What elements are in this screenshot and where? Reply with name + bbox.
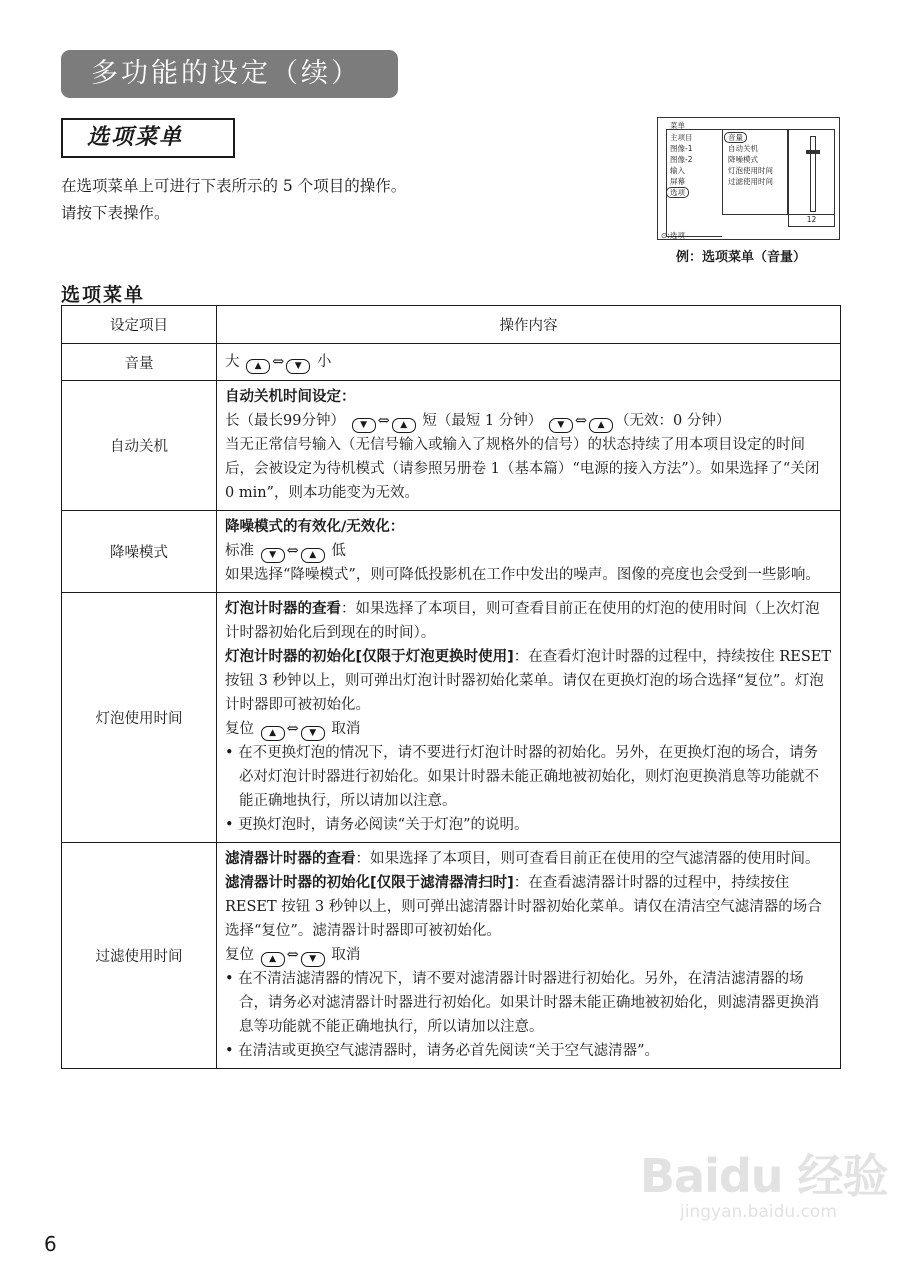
down-key-icon: ▼ — [286, 359, 310, 374]
watermark-url: jingyan.baidu.com — [680, 1202, 837, 1222]
up-key-icon: ▲ — [246, 359, 270, 374]
down-key-icon: ▼ — [549, 418, 573, 433]
menu-left-item: 输入 — [670, 166, 685, 175]
row-content: 自动关机时间设定： 长（最长99分钟） ▼ ⇔ ▲ 短（最短 1 分钟） ▼ ⇔ ▲ （无效：0 分钟） 当无正常信号输入（无信号输入或输入了规格外的信号）的状态持续了用本项目设定的时间后，会被设定为待机模式（请参照另册卷 1（基本篇）“电源的接入方法”）。如果选择了“关闭 0 min”，则本功能变为无效。 — [217, 381, 841, 511]
swap-icon: ⇔ — [272, 353, 285, 370]
table-row-autooff — [62, 381, 841, 511]
intro-line-2: 请按下表操作。 — [61, 204, 170, 222]
down-key-icon: ▼ — [261, 548, 285, 563]
table-row-noise — [62, 511, 841, 593]
bullet-item: • 在不更换灯泡的情况下，请不要进行灯泡计时器的初始化。另外，在更换灯泡的场合，请务必对灯泡计时器进行初始化。如果计时器未能正确地被初始化，则灯泡更换消息等功能就不能正确地执行，所以请加以注意。 — [225, 745, 819, 809]
row-name: 灯泡使用时间 — [62, 593, 217, 843]
menu-mid-item: 过滤使用时间 — [728, 177, 773, 186]
menu-mid-item: 自动关机 — [728, 144, 758, 153]
menu-footer: ⊙:选项 — [661, 231, 685, 240]
swap-icon: ⇔ — [377, 413, 390, 429]
swap-icon: ⇔ — [574, 413, 588, 429]
swap-icon: ⇔ — [286, 543, 299, 559]
row-content: 灯泡计时器的查看：如果选择了本项目，则可查看目前正在使用的灯泡的使用时间（上次灯泡计时器初始化后到现在的时间）。 灯泡计时器的初始化[仅限于灯泡更换时使用]：在查看灯泡计时器的过程中，持续按住 RESET 按钮 3 秒钟以上，则可弹出灯泡计时器初始化菜单。请仅在更换灯泡的场合选择“复位”。灯泡计时器即可被初始化。 复位 ▲ ⇔ ▼ 取消 • 在不更换灯泡的情况下，请不要进行灯泡计时器的初始化。另外，在更换灯泡的场合，请务必对灯泡计时器进行初始化。如果计时器未能正确地被初始化，则灯泡更换消息等功能就不能正确地执行，所以请加以注意。 • 更换灯泡时，请务必阅读“关于灯泡”的说明。 — [217, 593, 841, 843]
menu-screen-example — [657, 117, 840, 240]
menu-left-item: 图像-1 — [670, 144, 693, 153]
menu-left-list — [670, 132, 693, 198]
menu-left-item: 图像-2 — [670, 155, 693, 164]
col-header-op: 操作内容 — [217, 306, 841, 344]
row-content: 滤清器计时器的查看：如果选择了本项目，则可查看目前正在使用的空气滤清器的使用时间。 滤清器计时器的初始化[仅限于滤清器清扫时]：在查看滤清器计时器的过程中，持续按住 RESET 按钮 3 秒钟以上，则可弹出滤清器计时器初始化菜单。请仅在清洁空气滤清器的场合选择“复位”。滤清器计时器即可被初始化。 复位 ▲ ⇔ ▼ 取消 • 在不清洁滤清器的情况下，请不要对滤清器计时器进行初始化。另外，在清洁滤清器的场合，请务必对滤清器计时器进行初始化。如果计时器未能正确地被初始化，则滤清器更换消息等功能就不能正确地执行，所以请加以注意。 • 在清洁或更换空气滤清器时，请务必首先阅读“关于空气滤清器”。 — [217, 843, 841, 1069]
section-title: 选项菜单 — [61, 118, 235, 158]
options-table — [61, 305, 841, 1069]
down-key-icon: ▼ — [301, 952, 325, 967]
table-row-lamp — [62, 593, 841, 843]
volume-slider-track — [810, 136, 816, 212]
row-content: 降噪模式的有效化/无效化： 标准 ▼ ⇔ ▲ 低 如果选择“降噪模式”，则可降低投影机在工作中发出的噪声。图像的亮度也会受到一些影响。 — [217, 511, 841, 593]
up-key-icon: ▲ — [589, 418, 613, 433]
row-desc: 当无正常信号输入（无信号输入或输入了规格外的信号）的状态持续了用本项目设定的时间后，会被设定为待机模式（请参照另册卷 1（基本篇）“电源的接入方法”）。如果选择了“关闭 0 min”，则本功能变为无效。 — [225, 437, 820, 501]
row-name: 过滤使用时间 — [62, 843, 217, 1069]
table-row-filter — [62, 843, 841, 1069]
menu-left-item-selected: 选项 — [670, 187, 693, 198]
menu-caption: 例：选项菜单（音量） — [676, 250, 807, 265]
volume-slider-knob — [806, 150, 820, 154]
menu-mid-list — [728, 132, 773, 187]
up-key-icon: ▲ — [301, 548, 325, 563]
table-header-row — [62, 306, 841, 344]
swap-icon: ⇔ — [286, 721, 299, 737]
bullet-item: • 更换灯泡时，请务必阅读“关于灯泡”的说明。 — [225, 817, 529, 833]
menu-left-item: 屏幕 — [670, 177, 685, 186]
menu-left-item: 主项目 — [670, 133, 693, 142]
row-name: 自动关机 — [62, 381, 217, 511]
watermark-brand: Baidu 经验 — [640, 1149, 888, 1203]
menu-mid-item: 灯泡使用时间 — [728, 166, 773, 175]
bullet-item: • 在不清洁滤清器的情况下，请不要对滤清器计时器进行初始化。另外，在清洁滤清器的场合，请务必对滤清器计时器进行初始化。如果计时器未能正确地被初始化，则滤清器更换消息等功能就不能正确地执行，所以请加以注意。 — [225, 971, 819, 1035]
intro-line-1: 在选项菜单上可进行下表所示的 5 个项目的操作。 — [61, 177, 407, 195]
row-desc: 如果选择“降噪模式”，则可降低投影机在工作中发出的噪声。图像的亮度也会受到一些影响。 — [225, 567, 820, 583]
table-title: 选项菜单 — [61, 284, 146, 306]
up-key-icon: ▲ — [392, 418, 416, 433]
row-content: 大 ▲ ⇔ ▼ 小 — [217, 344, 841, 381]
row-name: 降噪模式 — [62, 511, 217, 593]
col-header-item: 设定项目 — [62, 306, 217, 344]
menu-mid-item-selected: 音量 — [728, 132, 773, 143]
baidu-watermark — [640, 1140, 888, 1222]
up-key-icon: ▲ — [261, 952, 285, 967]
row-heading: 自动关机时间设定： — [225, 389, 356, 405]
page-header — [61, 50, 398, 98]
row-name: 音量 — [62, 344, 217, 381]
remote-icon: ⊙ — [661, 231, 668, 240]
row-heading: 降噪模式的有效化/无效化： — [225, 519, 405, 535]
volume-value: 12 — [788, 214, 835, 224]
menu-mid-item: 降噪模式 — [728, 155, 758, 164]
intro-text — [61, 173, 406, 227]
table-row-volume — [62, 344, 841, 381]
page-number: 6 — [44, 1232, 57, 1256]
down-key-icon: ▼ — [301, 726, 325, 741]
down-key-icon: ▼ — [352, 418, 376, 433]
bullet-item: • 在清洁或更换空气滤清器时，请务必首先阅读“关于空气滤清器”。 — [225, 1043, 659, 1059]
menu-screen-title: 菜单 — [670, 121, 685, 130]
up-key-icon: ▲ — [261, 726, 285, 741]
swap-icon: ⇔ — [286, 947, 299, 963]
page-title: 多功能的设定（续） — [91, 58, 361, 89]
